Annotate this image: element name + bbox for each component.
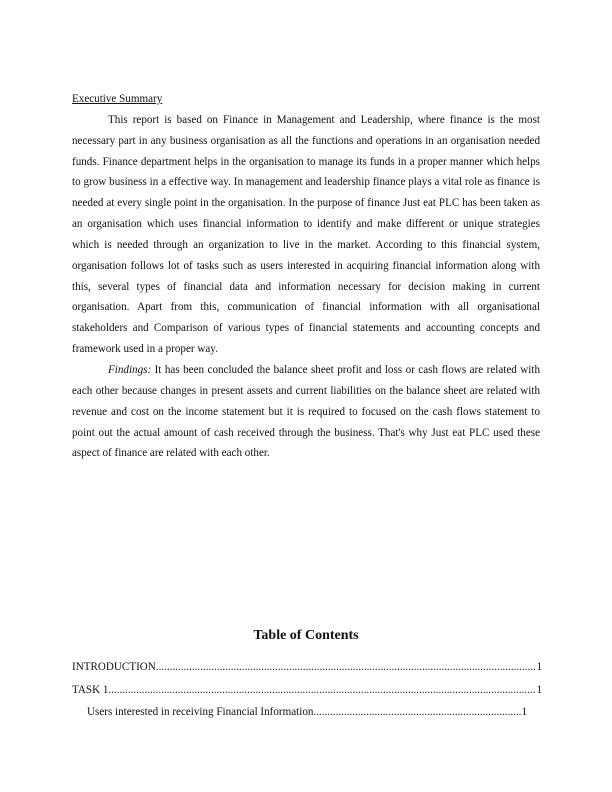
section-heading: Executive Summary [72, 93, 163, 105]
findings-label: Findings: [108, 363, 152, 376]
toc-dot-leader [156, 657, 537, 677]
toc-entry-task-1[interactable] [72, 680, 542, 703]
summary-paragraph: This report is based on Finance in Management and Leadership, where finance is the most necessary part in any business organisation as all the functions and operations in an organisation needed funds. Finance department helps in the organisation to manage its funds in a proper manner which helps to grow business in a effective way. In management and leadership finance plays a vital role as finance is needed at every single point in the organisation. In the purpose of finance Just eat PLC has been taken as an organisation which uses financial information to identify and make different or unique strategies which is needed through an organization to live in the market. According to this financial system, organisation follows lot of tasks such as users interested in acquiring financial information along with this, several types of financial data and information necessary for decision making in current organisation. Apart from this, communication of financial information with all organisational stakeholders and Comparison of various types of financial statements and accounting concepts and framework used in a proper way. [72, 113, 540, 356]
findings-text: It has been concluded the balance sheet profit and loss or cash flows are related with each other because changes in present assets and current liabilities on the balance sheet are related with revenue and cost on the income statement but it is required to focused on the cash flows statement to point out the actual amount of cash received through the business. That's why Just eat PLC used these aspect of finance are related with each other. [72, 363, 540, 460]
table-of-contents [72, 657, 542, 725]
toc-entry-introduction[interactable] [72, 657, 542, 680]
toc-entry-users-interested[interactable] [72, 702, 527, 725]
executive-summary [72, 89, 540, 464]
toc-page-number: 1 [536, 683, 542, 696]
toc-dot-leader [108, 680, 536, 700]
toc-entry-text: Users interested in receiving Financial Information [87, 706, 314, 718]
findings-paragraph [72, 360, 540, 464]
toc-title: Table of Contents [253, 628, 359, 643]
toc-page-number: 1 [521, 706, 527, 718]
toc-entry-text: TASK 1 [72, 683, 109, 696]
toc-dot-leader [313, 702, 521, 722]
toc-entry-text: INTRODUCTION [72, 661, 156, 673]
toc-page-number: 1 [536, 661, 542, 673]
